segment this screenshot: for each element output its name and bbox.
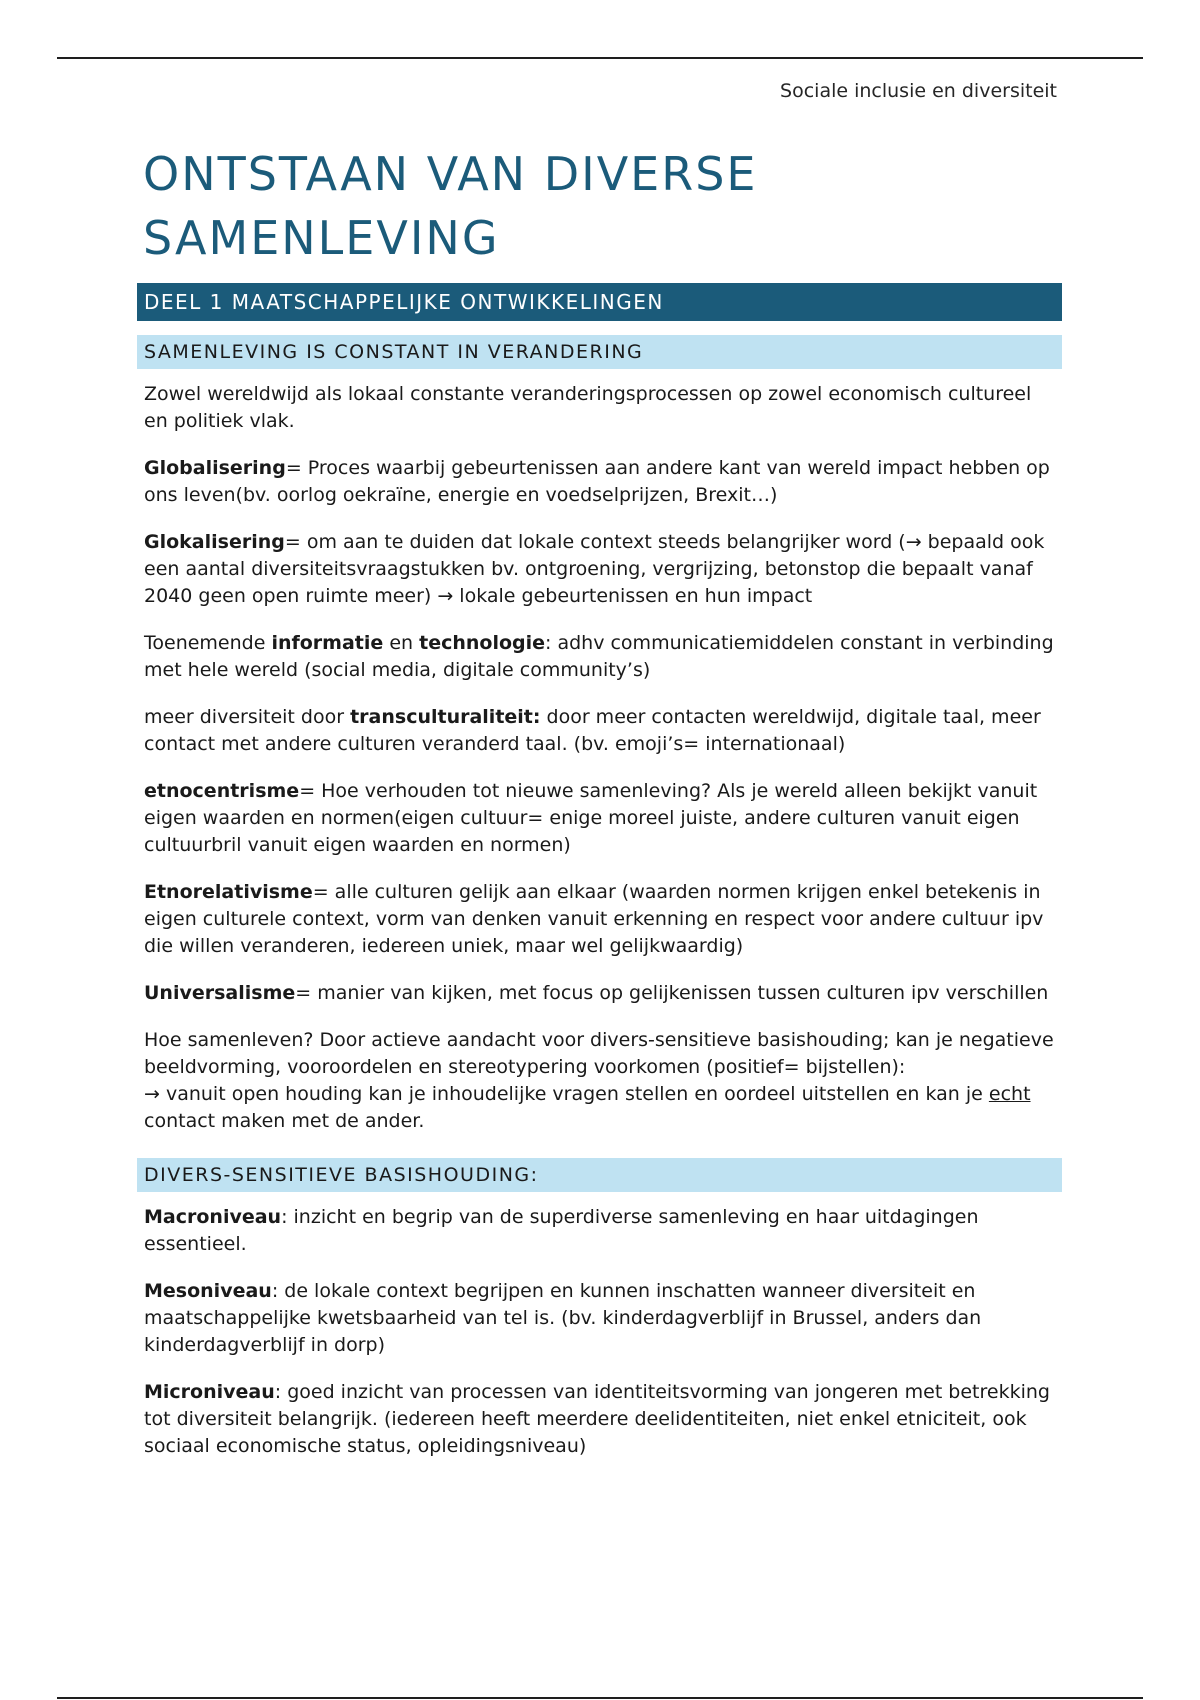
underlined-echt: echt [988, 1083, 1031, 1105]
section-heading-deel-1: DEEL 1 MAATSCHAPPELIJKE ONTWIKKELINGEN [137, 283, 1062, 321]
transculturaliteit-pre: meer diversiteit door [144, 706, 351, 728]
term-transculturaliteit: transculturaliteit: [350, 706, 541, 728]
samenleven-arrow-pre: → vanuit open houding kan je inhoudelijke vragen stellen en oordeel uitstellen en kan je [144, 1083, 989, 1105]
informatie-pre: Toenemende [144, 632, 272, 654]
globalisering-text: = Proces waarbij gebeurtenissen aan andere kant van wereld impact hebben op ons leven(bv. oorlog oekraïne, energie en voedselprijzen, Brexit…) [144, 457, 1050, 506]
footer-rule [57, 1697, 1143, 1699]
document-title-line-2: SAMENLEVING [143, 211, 500, 265]
macroniveau-paragraph [137, 1204, 1062, 1258]
term-macroniveau: Macroniveau [144, 1206, 282, 1228]
term-mesoniveau: Mesoniveau [144, 1280, 272, 1302]
term-globalisering: Globalisering [144, 457, 286, 479]
microniveau-text: : goed inzicht van processen van identiteitsvorming van jongeren met betrekking tot diversiteit belangrijk. (iedereen heeft meerdere deelidentiteiten, niet enkel etniciteit, ook sociaal economische status, opleidingsniveau) [144, 1381, 1050, 1457]
samenleven-arrow-post: contact maken met de ander. [144, 1110, 425, 1132]
microniveau-paragraph [137, 1379, 1062, 1460]
informatie-mid: en [383, 632, 420, 654]
etnocentrisme-text: = Hoe verhouden tot nieuwe samenleving? Als je wereld alleen bekijkt vanuit eigen waarden en normen(eigen cultuur= enige moreel juiste, andere culturen vanuit eigen cultuurbril vanuit eigen waarden en normen) [144, 780, 1038, 856]
term-glokalisering: Glokalisering [144, 531, 285, 553]
running-header: Sociale inclusie en diversiteit [780, 80, 1057, 102]
macroniveau-text: : inzicht en begrip van de superdiverse samenleving en haar uitdagingen essentieel. [144, 1206, 979, 1255]
term-universalisme: Universalisme [144, 982, 296, 1004]
term-etnocentrisme: etnocentrisme [144, 780, 300, 802]
etnorelativisme-paragraph [137, 879, 1062, 960]
term-technologie: technologie [419, 632, 546, 654]
mesoniveau-text: : de lokale context begrijpen en kunnen inschatten wanneer diversiteit en maatschappelijke kwetsbaarheid van tel is. (bv. kinderdagverblijf in Brussel, anders dan kinderdagverblijf in dorp) [144, 1280, 982, 1356]
intro-paragraph: Zowel wereldwijd als lokaal constante veranderingsprocessen op zowel economisch cultureel en politiek vlak. [144, 383, 1032, 432]
glokalisering-paragraph [137, 529, 1062, 610]
term-microniveau: Microniveau [144, 1381, 275, 1403]
mesoniveau-paragraph [137, 1278, 1062, 1359]
etnocentrisme-paragraph [137, 778, 1062, 859]
term-etnorelativisme: Etnorelativisme [144, 881, 313, 903]
transculturaliteit-paragraph [137, 704, 1062, 758]
universalisme-paragraph [137, 980, 1062, 1007]
transculturaliteit-text: door meer contacten wereldwijd, digitale taal, meer contact met andere culturen veranderd taal. (bv. emoji’s= internationaal) [144, 706, 1041, 755]
term-informatie: informatie [271, 632, 384, 654]
samenleven-arrow-paragraph [137, 1081, 1062, 1135]
glokalisering-text: = om aan te duiden dat lokale context steeds belangrijker word (→ bepaald ook een aantal diversiteitsvraagstukken bv. ontgroening, vergrijzing, betonstop die bepaalt vanaf 2040 geen open ruimte meer) → lokale gebeurtenissen en hun impact [144, 531, 1045, 607]
subsection-heading-basishouding: DIVERS-SENSITIEVE BASISHOUDING: [137, 1158, 1062, 1192]
informatie-text: : adhv communicatiemiddelen constant in verbinding met hele wereld (social media, digitale community’s) [144, 632, 1054, 681]
subsection-heading-samenleving: SAMENLEVING IS CONSTANT IN VERANDERING [137, 335, 1062, 369]
universalisme-text: = manier van kijken, met focus op gelijkenissen tussen culturen ipv verschillen [295, 982, 1049, 1004]
document-body [137, 283, 1062, 1460]
informatie-paragraph [137, 630, 1062, 684]
etnorelativisme-text: = alle culturen gelijk aan elkaar (waarden normen krijgen enkel betekenis in eigen culturele context, vorm van denken vanuit erkenning en respect voor andere cultuur ipv die willen veranderen, iedereen uniek, maar wel gelijkwaardig) [144, 881, 1044, 957]
document-title [143, 142, 1043, 270]
header-rule [57, 57, 1143, 59]
samenleven-paragraph: Hoe samenleven? Door actieve aandacht voor divers-sensitieve basishouding; kan je negatieve beeldvorming, vooroordelen en stereotypering voorkomen (positief= bijstellen): [144, 1029, 1054, 1078]
document-title-line-1: ONTSTAAN VAN DIVERSE [143, 147, 758, 201]
globalisering-paragraph [137, 455, 1062, 509]
